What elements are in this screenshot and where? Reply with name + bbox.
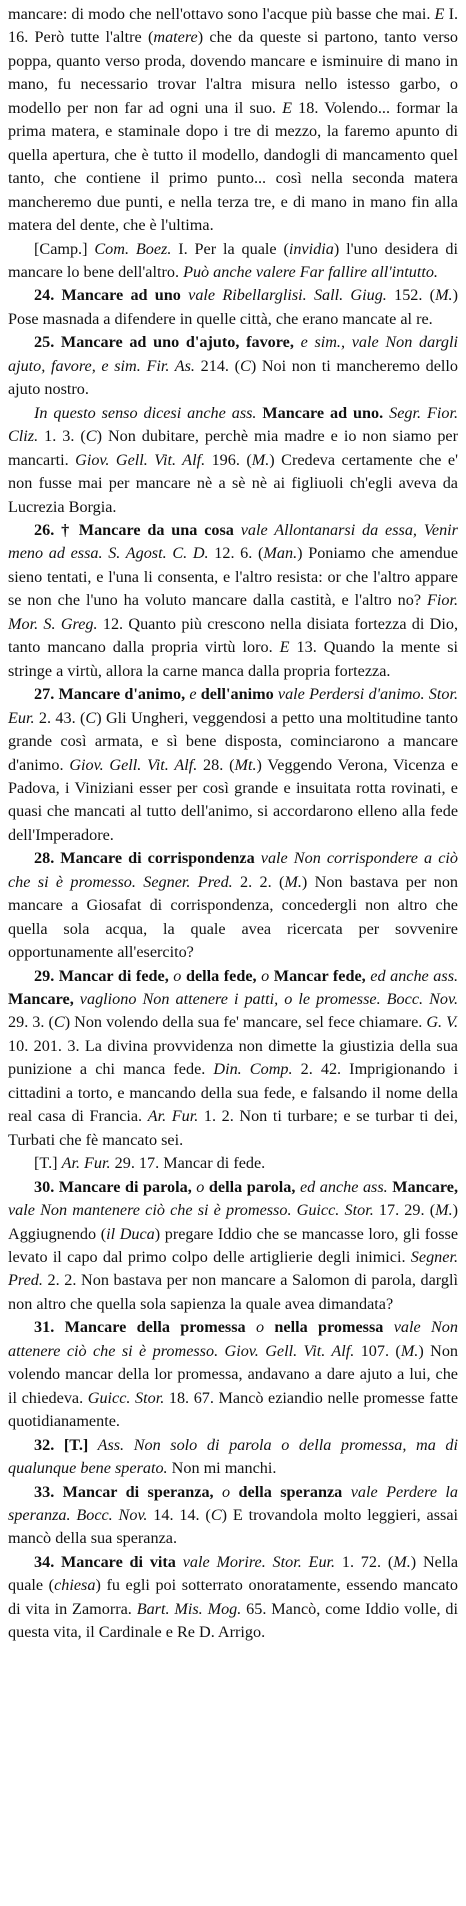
para-28 xyxy=(8,847,458,964)
italic-text: Ass. Non solo di parola o della promessa, ma di qualunque bene sperato. xyxy=(8,1435,458,1478)
italic-text: E xyxy=(279,638,290,657)
body-text: ) E trovandola molto leggieri, assai mancò della sua speranza. xyxy=(8,1506,459,1548)
italic-text: invidia xyxy=(288,239,334,258)
entry-headword: dell'animo xyxy=(196,685,274,704)
entry-headword: 24. Mancare ad uno xyxy=(34,286,181,305)
body-text: ) Credeva certamente che e' non fusse mai per mancare nè a sè nè ai figliuoli ch'egli aveva da Lucrezia Borgia. xyxy=(8,450,459,516)
body-text: ) Non volendo mancar della lor promessa, andavano a dare ajuto a lui, che il chiedeva. xyxy=(8,1341,459,1407)
para-26 xyxy=(8,519,458,683)
body-text: ) Nella quale ( xyxy=(8,1552,458,1595)
body-text: ) Non bastava per non mancare a Giosafat di corrispondenza, concedergli non altro che quella sola acqua, la quale avea ricercata per sovvenire opportunamente all'esercito? xyxy=(8,872,459,962)
body-text: [Camp.] xyxy=(34,239,95,258)
entry-headword: 28. Mancare di corrispondenza xyxy=(34,849,255,868)
body-text: 2. 2. Non bastava per non mancare a Salomon di parola, darglì non altro che quella sola sapienza la quale avea dimandata? xyxy=(8,1271,458,1313)
italic-text: vale Non corrispondere a ciò che si è promesso. Segner. Pred. xyxy=(8,849,458,891)
body-text: [T.] xyxy=(34,1154,62,1173)
body-text: 14. 14. ( xyxy=(147,1506,211,1524)
entry-headword: 29. Mancar di fede, xyxy=(34,966,169,985)
body-text: 2. 42. Imprigionando i cittadini a torto, e mancando della sua fede, e falsando il nome della real casa di Francia. xyxy=(8,1060,458,1126)
entry-headword: Mancare, xyxy=(387,1177,459,1196)
para-31 xyxy=(8,1316,458,1433)
entry-headword: 31. Mancare della promessa xyxy=(34,1318,246,1337)
para-30 xyxy=(8,1176,458,1317)
italic-text: chiesa xyxy=(54,1576,96,1595)
italic-text: matere xyxy=(153,28,198,47)
italic-text: o xyxy=(191,1177,205,1196)
italic-text: C xyxy=(85,427,97,446)
italic-text: Giov. Gell. Vit. Alf. xyxy=(69,755,198,774)
italic-text: Mt. xyxy=(234,755,257,774)
body-text: ) Non dubitare, perchè mia madre e io non siamo per mancarti. xyxy=(8,427,458,469)
italic-text: Segr. Fior. Cliz. xyxy=(8,403,458,446)
entry-headword: nella promessa xyxy=(264,1318,384,1337)
body-text: 12. 6. ( xyxy=(208,544,264,563)
italic-text: Din. Comp. xyxy=(213,1060,293,1079)
body-text: ) Noi non ti mancheremo dello ajuto nostro. xyxy=(8,356,458,399)
para-27 xyxy=(8,683,458,847)
body-text: 65. Mancò, come Iddio volle, di questa vita, il Cardinale e Re D. Arrigo. xyxy=(8,1599,458,1642)
entry-headword: Mancar fede, xyxy=(269,966,366,985)
body-text: ) pregare Iddio che se mancasse loro, gli fosse levato il capo dal primo colpo delle artiglierie degli inimici. xyxy=(8,1224,458,1267)
body-text: ) Veggendo Verona, Vicenza e Padova, i Viniziani esser per così grande e insuitata rotta rovinati, e quasi che mancati al tutto dell'animo, si accordarono elleno alla fede dell'Imperadore. xyxy=(8,755,459,844)
para-continuation xyxy=(8,3,458,238)
body-text: mancare: di modo che nell'ottavo sono l'acque più basse che mai. xyxy=(8,5,435,23)
italic-text: E xyxy=(434,5,445,23)
italic-text: o xyxy=(213,1482,231,1501)
italic-text: Può anche valere Far fallire all'intutto. xyxy=(183,262,438,281)
italic-text: vale Allontanarsi da essa, Venir meno ad essa. S. Agost. C. D. xyxy=(8,520,458,563)
body-text: Non mi manchi. xyxy=(167,1459,277,1478)
body-text: 152. ( xyxy=(386,286,436,305)
body-text: ) Poniamo che amendue sieno tentati, e l'una li consenta, e l'altro resista: or che l'altro appare se non che l'uno ha voluto mancare dalla castità, e l'altro no? xyxy=(8,544,458,610)
italic-text: M. xyxy=(400,1341,419,1360)
body-text: 12. Quanto più crescono nella disiata fortezza di Dio, tanto mancano dalla propria virtù loro. xyxy=(8,614,459,657)
body-text: 1. 72. ( xyxy=(335,1552,394,1571)
para-32 xyxy=(8,1434,458,1481)
entry-headword: 25. Mancare ad uno d'ajuto, favore, xyxy=(34,333,294,352)
para-25 xyxy=(8,331,458,401)
entry-headword: della speranza xyxy=(230,1482,343,1501)
italic-text: M. xyxy=(435,286,453,305)
italic-text: C xyxy=(85,708,97,727)
italic-text: vale Non dargli ajuto, favore, e sim. Fir. As. xyxy=(8,333,458,375)
italic-text: vale Non mantenere ciò che si è promesso. Guicc. Stor. xyxy=(8,1201,374,1220)
italic-text: o xyxy=(256,966,270,985)
italic-text: Ar. Fur. xyxy=(147,1107,199,1126)
body-text: 196. ( xyxy=(205,450,252,469)
italic-text: ed anche ass. xyxy=(365,966,459,985)
entry-headword: 32. [T.] xyxy=(34,1435,89,1454)
para-camp xyxy=(8,238,458,285)
entry-headword: della fede, xyxy=(181,966,257,985)
italic-text: C xyxy=(210,1506,222,1524)
italic-text: Bart. Mis. Mog. xyxy=(136,1599,242,1618)
italic-text: vale Perdersi d'animo. Stor. Eur. xyxy=(8,685,459,727)
body-text: 2. 2. ( xyxy=(232,872,285,891)
italic-text: Giov. Gell. Vit. Alf. xyxy=(75,450,206,469)
entry-headword: Mancare, xyxy=(8,990,74,1009)
italic-text: o xyxy=(245,1318,265,1337)
italic-text: vagliono Non attenere i patti, o le promesse. Bocc. Nov. xyxy=(73,990,458,1009)
italic-text: Com. Boez. xyxy=(94,239,172,258)
italic-text: vale Perdere la speranza. Bocc. Nov. xyxy=(8,1482,459,1524)
entry-headword: 26. † Mancare da una cosa xyxy=(34,520,234,539)
italic-text: Guicc. Stor. xyxy=(87,1388,165,1407)
italic-text: vale Morire. Stor. Eur. xyxy=(175,1552,336,1571)
entry-headword: 34. Mancare di vita xyxy=(34,1552,176,1571)
italic-text: Ar. Fur. xyxy=(61,1154,111,1173)
body-text: 1. 2. Non ti turbare; e se turbar ti dei, Turbati che fè mancato sei. xyxy=(8,1107,458,1149)
body-text: ) Non volendo della sua fe' mancare, sel fece chiamare. xyxy=(64,1013,427,1032)
italic-text: G. V. xyxy=(426,1013,458,1032)
italic-text: M. xyxy=(435,1201,453,1220)
body-text: 18. 67. Mancò eziandio nelle promesse fatte quotidianamente. xyxy=(8,1388,459,1431)
body-text: I. Per la quale ( xyxy=(171,239,289,258)
body-text: 2. 43. ( xyxy=(34,708,86,727)
body-text: 29. 3. ( xyxy=(8,1013,54,1032)
italic-text: In questo senso dicesi anche ass. xyxy=(34,403,257,422)
italic-text: E xyxy=(282,98,292,117)
italic-text: o xyxy=(168,966,182,985)
entry-headword: 27. Mancare d'animo, xyxy=(34,685,186,704)
body-text: ) Aggiugnendo ( xyxy=(8,1201,459,1243)
italic-text: e xyxy=(185,685,197,704)
body-text: 28. ( xyxy=(197,755,235,774)
italic-text: M. xyxy=(251,450,270,469)
italic-text: C xyxy=(53,1013,65,1032)
body-text: I. 16. Però tutte l'altre ( xyxy=(8,5,458,47)
italic-text: Man. xyxy=(263,544,298,563)
body-text: 10. 201. 3. La divina provvidenza non dimette la giustizia della sua punizione a chi manca fede. xyxy=(8,1036,458,1079)
italic-text: vale Non attenere ciò che si è promesso. Giov. Gell. Vit. Alf. xyxy=(8,1318,458,1360)
para-24 xyxy=(8,284,458,331)
body-text: ) Pose masnada a difendere in quelle città, che erano mancate al re. xyxy=(8,286,458,328)
entry-headword: 33. Mancar di speranza, xyxy=(34,1482,214,1501)
para-29 xyxy=(8,965,458,1153)
body-text: 214. ( xyxy=(194,356,241,375)
body-text: 18. Volendo... formar la prima matera, e staminale dopo i tre di mezzo, la faremo apunto di quella apertura, che è tutto il modello, dandogli di mancamento quel tanto, che contiene il primo punto... così nella seconda matera mancheremo due punti, e nella terza tre, e di mano in mano fin alla matera del dente, che è l'ultima. xyxy=(8,98,458,235)
body-text: 17. 29. ( xyxy=(373,1201,436,1220)
italic-text: M. xyxy=(284,872,302,891)
para-33 xyxy=(8,1481,458,1551)
body-text: 29. 17. Mancar di fede. xyxy=(110,1154,266,1173)
body-text: 13. Quando la mente si stringe a virtù, allora la carne manca dalla propria fortezza. xyxy=(8,638,458,680)
body-text: ) fu egli poi sotterrato onoratamente, essendo mancato di vita in Zamorra. xyxy=(8,1576,458,1618)
entry-headword: della parola, xyxy=(204,1177,296,1196)
body-text: 1. 3. ( xyxy=(38,427,86,446)
italic-text: Segner. Pred. xyxy=(8,1248,458,1290)
italic-text: ed anche ass. xyxy=(295,1177,388,1196)
para-25-ass xyxy=(8,402,458,519)
italic-text: e sim., xyxy=(293,333,346,352)
body-text: ) che da queste si partono, tanto verso poppa, quanto verso proda, dovendo mancare e isminuire di mano in mano, fu necessario trovar l'altra misura nello istesso garbo, o modello per non far ad ogni una il suo. xyxy=(8,28,458,117)
body-text: 107. ( xyxy=(354,1341,401,1360)
italic-text: M. xyxy=(393,1552,411,1571)
entry-headword: Mancare ad uno. xyxy=(256,403,384,422)
body-text: ) l'uno desidera di mancare lo bene dell'altro. xyxy=(8,239,459,281)
italic-text: il Duca xyxy=(106,1224,155,1243)
italic-text: C xyxy=(240,356,251,375)
para-34 xyxy=(8,1551,458,1645)
italic-text: vale Ribellarglisi. Sall. Giug. xyxy=(180,286,387,305)
italic-text: Fior. Mor. S. Greg. xyxy=(8,591,458,633)
para-29-t xyxy=(8,1152,458,1175)
entry-headword: 30. Mancare di parola, xyxy=(34,1177,192,1196)
body-text: ) Gli Ungheri, veggendosi a petto una moltitudine tanto grande così armata, e sì bene disposta, cominciarono a mancare d'animo. xyxy=(8,708,459,774)
